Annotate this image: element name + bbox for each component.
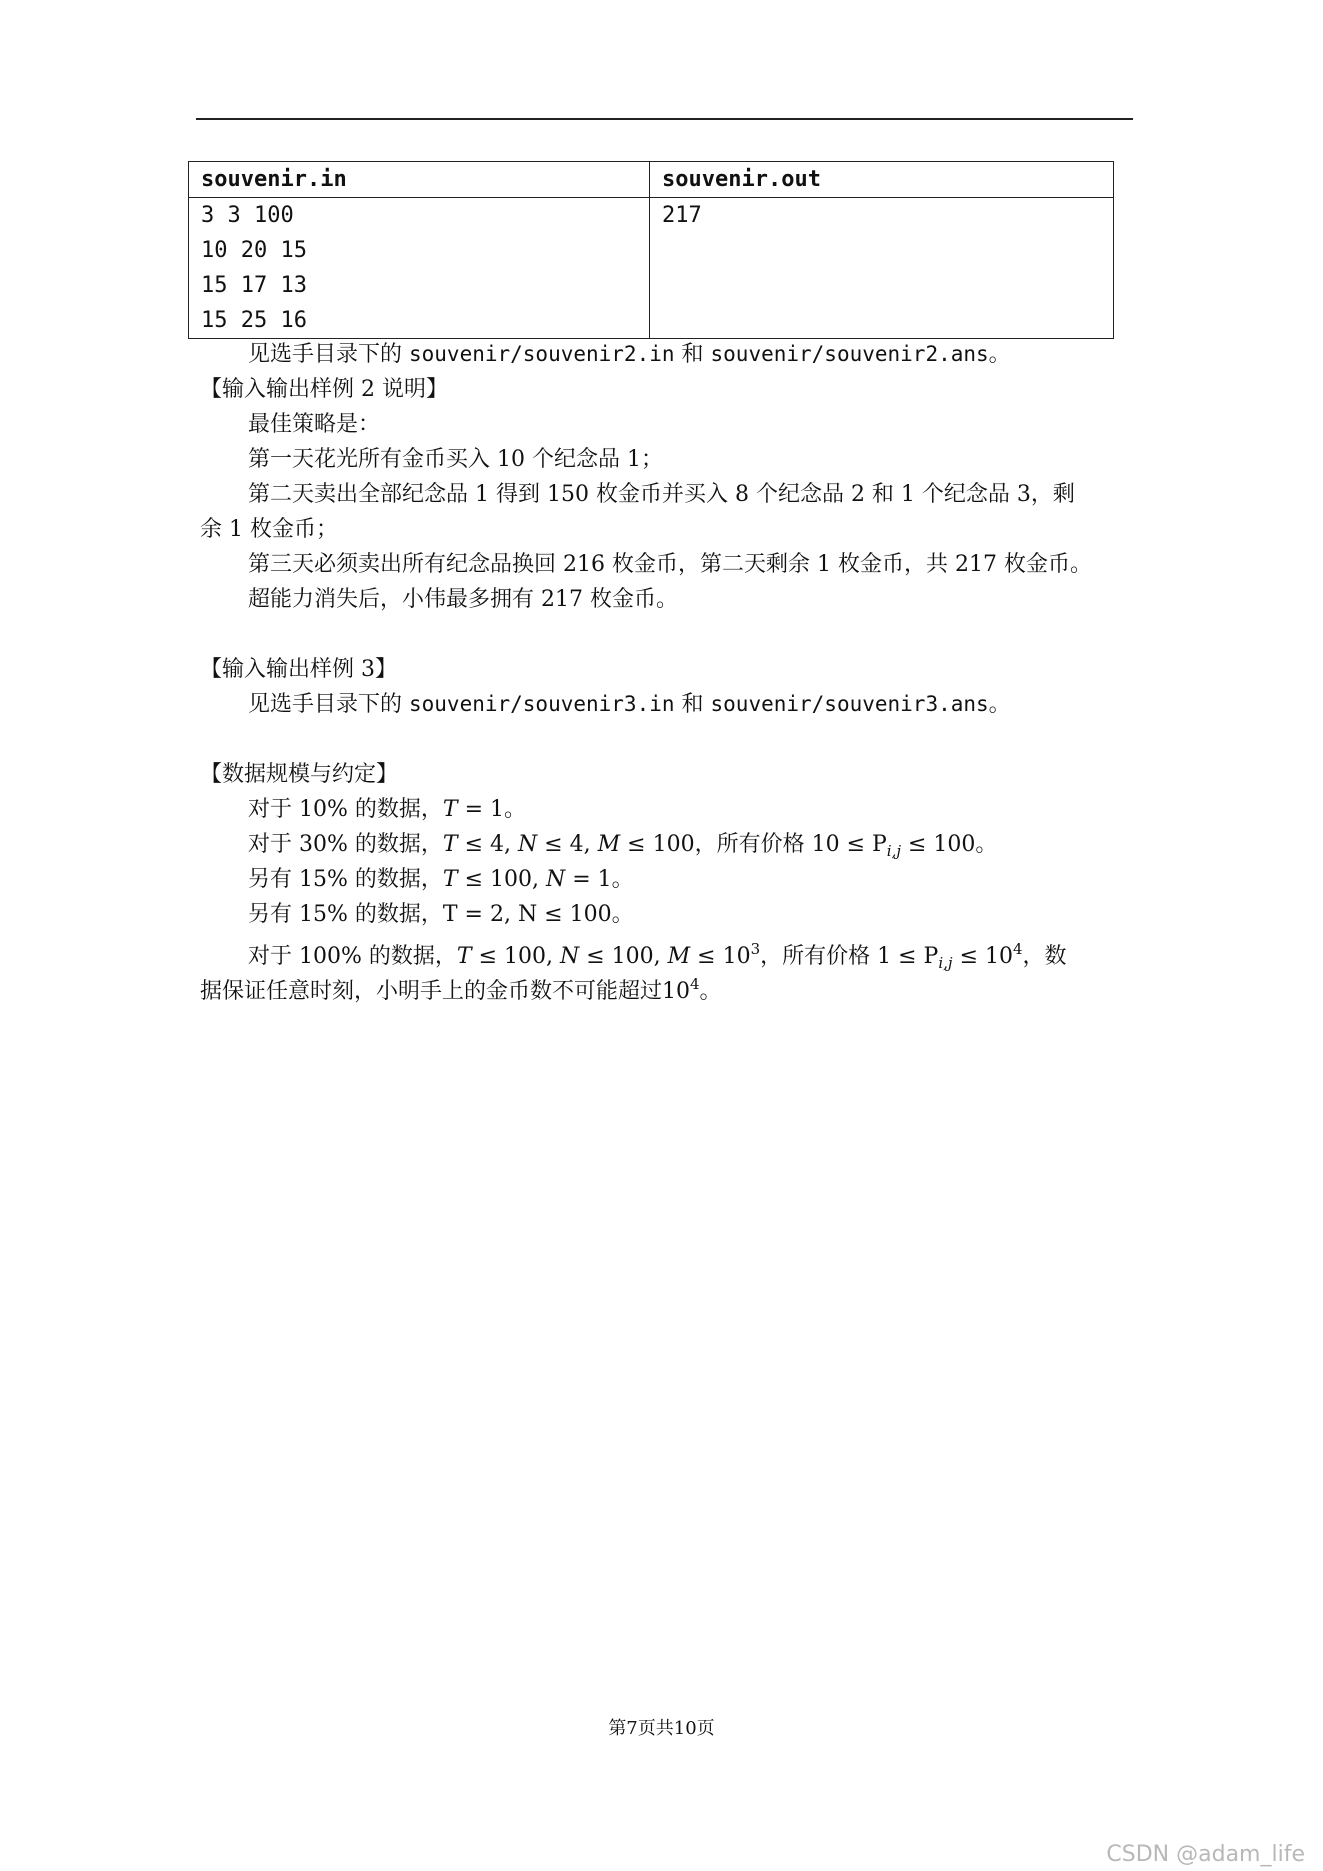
text-fragment: 和	[674, 692, 711, 717]
math-variable: N	[545, 867, 566, 892]
math-variable: M	[667, 944, 691, 969]
explain-line: 第二天卖出全部纪念品 1 得到 150 枚金币并买入 8 个纪念品 2 和 1 个纪念品 3，剩	[248, 482, 1075, 507]
constraints-heading: 【数据规模与约定】	[200, 762, 399, 787]
text-fragment: ，所有价格 1 ≤ P	[760, 944, 939, 969]
subscript: i,j	[886, 842, 902, 860]
text-fragment: 另有 15% 的数据，	[248, 867, 443, 892]
math-variable: N	[559, 944, 580, 969]
constraint-line	[200, 792, 1178, 827]
sample-io-table	[188, 161, 1114, 339]
text-fragment: 见选手目录下的	[248, 342, 409, 367]
superscript: 4	[690, 975, 700, 993]
constraint-line	[200, 862, 1178, 897]
table-header-row	[189, 162, 1114, 198]
math-variable: T	[442, 867, 458, 892]
math-variable: T	[456, 944, 472, 969]
text-fragment: ≤ 10	[690, 944, 751, 969]
superscript: 4	[1013, 940, 1023, 958]
file-name: souvenir/souvenir3.in	[409, 692, 675, 716]
header-output-file: souvenir.out	[650, 162, 1114, 198]
page-number: 第7页共10页	[608, 1718, 715, 1739]
header-input-file: souvenir.in	[189, 162, 650, 198]
text-fragment: ≤ 100,	[471, 944, 560, 969]
file-name: souvenir/souvenir2.in	[409, 342, 675, 366]
text-fragment: ≤ 10	[952, 944, 1013, 969]
constraint-line	[200, 967, 1130, 1009]
constraint-line	[200, 897, 1178, 932]
math-variable: M	[597, 832, 621, 857]
text-fragment: ≤ 100。	[901, 832, 998, 857]
header-rule	[196, 118, 1133, 120]
input-cell	[189, 198, 650, 339]
file-name: souvenir/souvenir2.ans	[710, 342, 989, 366]
text-fragment: 对于 30% 的数据，	[248, 832, 443, 857]
text-fragment: ≤ 100,	[457, 867, 546, 892]
text-fragment: 。	[988, 692, 1011, 717]
text-fragment: 对于 10% 的数据，	[248, 797, 443, 822]
text-fragment: 见选手目录下的	[248, 692, 409, 717]
math-variable: N	[517, 832, 538, 857]
text-fragment: 和	[674, 342, 711, 367]
text-fragment: ≤ 100，所有价格 10 ≤ P	[620, 832, 887, 857]
text-fragment: ≤ 4,	[537, 832, 598, 857]
text-fragment: ≤ 4,	[457, 832, 518, 857]
subscript: i,j	[938, 954, 953, 972]
file-name: souvenir/souvenir3.ans	[710, 692, 989, 716]
text-fragment: 另有 15% 的数据，T = 2, N ≤ 100。	[248, 902, 634, 927]
text-fragment: ≤ 100,	[579, 944, 668, 969]
explain-line: 超能力消失后，小伟最多拥有 217 枚金币。	[248, 587, 678, 612]
math-variable: T	[442, 797, 458, 822]
output-cell	[650, 198, 1114, 339]
input-content: 3 3 100 10 20 15 15 17 13 15 25 16	[201, 203, 307, 333]
sample2-file-line	[200, 337, 1178, 372]
explain-line: 最佳策略是：	[248, 412, 381, 437]
text-fragment: = 1。	[565, 867, 634, 892]
text-fragment: 。	[699, 979, 722, 1004]
text-fragment: 据保证任意时刻，小明手上的金币数不可能超过10	[200, 979, 690, 1004]
explain2-heading: 【输入输出样例 2 说明】	[200, 377, 448, 402]
output-content: 217	[662, 203, 702, 228]
watermark: CSDN @adam_life	[1106, 1842, 1305, 1867]
math-variable: T	[442, 832, 458, 857]
text-fragment: = 1。	[457, 797, 526, 822]
superscript: 3	[750, 940, 761, 958]
sample3-file-line	[200, 687, 1178, 722]
text-fragment: 。	[988, 342, 1011, 367]
explain-line: 第三天必须卖出所有纪念品换回 216 枚金币，第二天剩余 1 枚金币，共 217 枚金币。	[248, 552, 1092, 577]
table-body-row	[189, 198, 1114, 339]
explain-line: 第一天花光所有金币买入 10 个纪念品 1；	[248, 447, 663, 472]
explain-line: 余 1 枚金币；	[200, 517, 338, 542]
text-fragment: 对于 100% 的数据，	[248, 944, 457, 969]
text-fragment: ，数	[1022, 944, 1067, 969]
sample3-heading: 【输入输出样例 3】	[200, 657, 397, 682]
